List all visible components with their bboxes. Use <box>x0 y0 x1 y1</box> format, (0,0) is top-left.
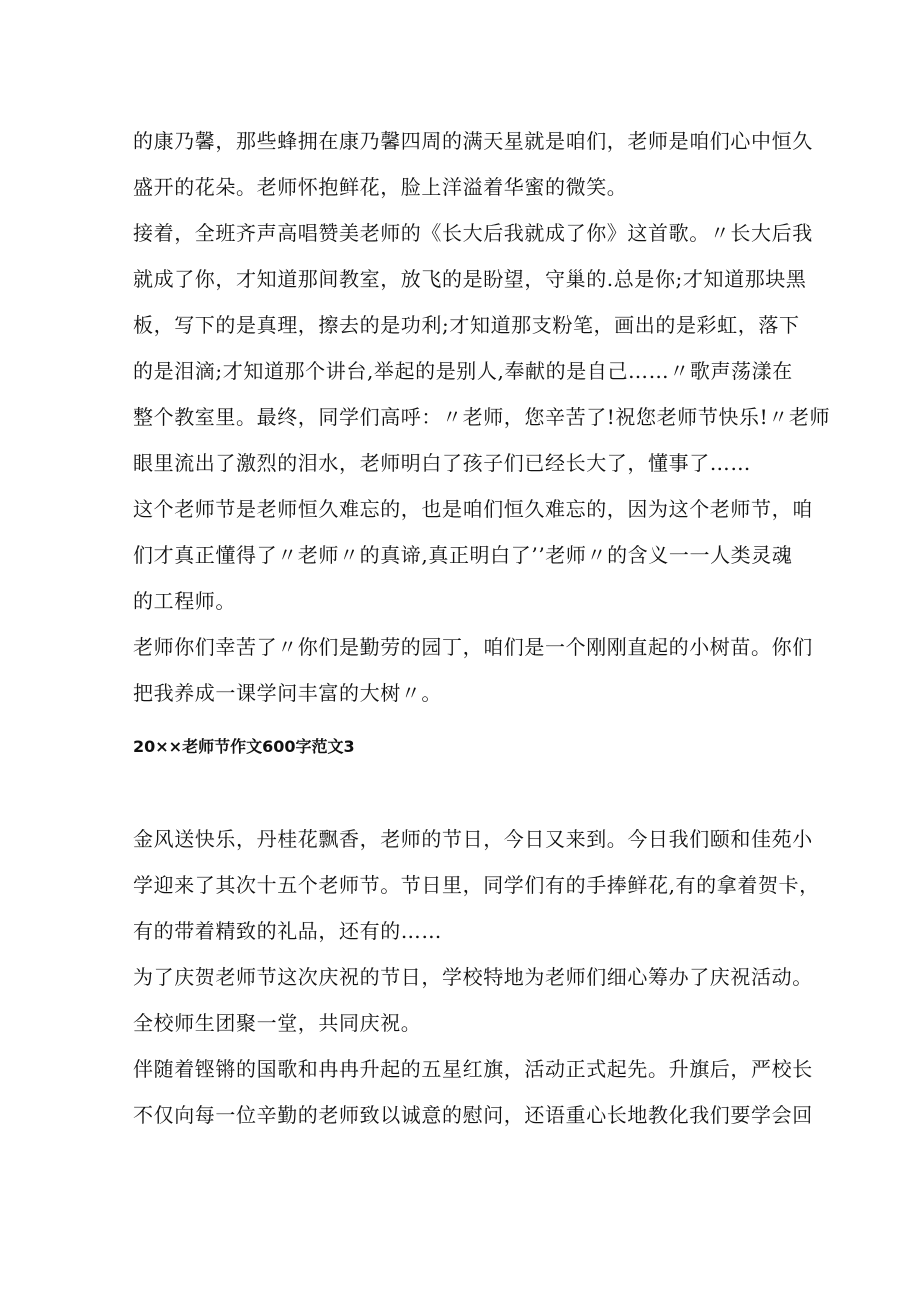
text-line: 伴随着铿锵的国歌和冉冉升起的五星红旗，活动正式起先。升旗后，严校长 <box>133 1057 813 1081</box>
text-line: 盛开的花朵。老师怀抱鲜花，脸上洋溢着华蜜的微笑。 <box>133 175 628 199</box>
text-line: 不仅向每一位辛勤的老师致以诚意的慰问，还语重心长地教化我们要学会回 <box>133 1103 813 1127</box>
text-line: 金风送快乐，丹桂花飘香，老师的节日，今日又来到。今日我们颐和佳苑小 <box>133 827 813 851</box>
text-block-1 <box>133 118 831 716</box>
text-line: 们才真正懂得了〃老师〃的真谛,真正明白了’’老师〃的含义一一人类灵魂 <box>133 543 793 567</box>
text-line: 的是泪滴;才知道那个讲台,举起的是别人,奉献的是自己……〃歌声荡漾在 <box>133 359 793 383</box>
text-block-2 <box>133 816 820 1138</box>
section-heading: 20××老师节作文600字范文3 <box>133 737 355 756</box>
text-line: 的工程师。 <box>133 589 236 613</box>
text-line: 把我养成一课学问丰富的大树〃。 <box>133 681 442 705</box>
text-line: 整个教室里。最终，同学们高呼：〃老师，您辛苦了!祝您老师节快乐!〃老师 <box>133 405 831 429</box>
text-line: 板，写下的是真理，擦去的是功利;才知道那支粉笔，画出的是彩虹，落下 <box>133 313 800 337</box>
text-line: 接着，全班齐声高唱赞美老师的《长大后我就成了你》这首歌。〃长大后我 <box>133 221 813 245</box>
text-line: 眼里流出了激烈的泪水，老师明白了孩子们已经长大了，懂事了…… <box>133 451 751 475</box>
text-line: 为了庆贺老师节这次庆祝的节日，学校特地为老师们细心筹办了庆祝活动。 <box>133 965 813 989</box>
text-line: 学迎来了其次十五个老师节。节日里，同学们有的手捧鲜花,有的拿着贺卡， <box>133 873 820 897</box>
document-page <box>133 118 831 1138</box>
text-line: 就成了你，才知道那间教室，放飞的是盼望，守巢的.总是你;才知道那块黑 <box>133 267 807 291</box>
text-line: 这个老师节是老师恒久难忘的，也是咱们恒久难忘的，因为这个老师节，咱 <box>133 497 813 521</box>
text-line: 全校师生团聚一堂，共同庆祝。 <box>133 1011 422 1035</box>
text-line: 老师你们幸苦了〃你们是勤劳的园丁，咱们是一个刚刚直起的小树苗。你们 <box>133 635 813 659</box>
text-line: 有的带着精致的礼品，还有的…… <box>133 919 442 943</box>
text-line: 的康乃馨，那些蜂拥在康乃馨四周的满天星就是咱们，老师是咱们心中恒久 <box>133 129 813 153</box>
